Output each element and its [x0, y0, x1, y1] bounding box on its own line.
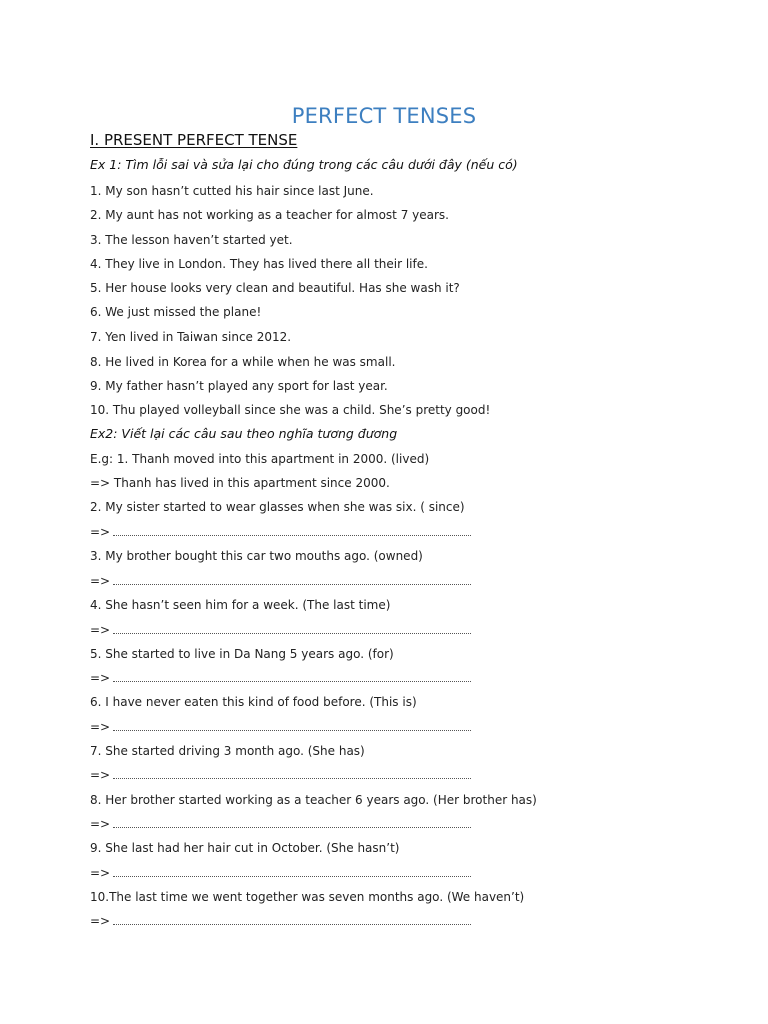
answer-prefix: => — [90, 817, 111, 831]
ex1-item-5: 5. Her house looks very clean and beautiful. Has she wash it? — [90, 281, 460, 295]
ex1-item-8: 8. He lived in Korea for a while when he was small. — [90, 355, 396, 369]
answer-blank[interactable] — [113, 575, 471, 585]
answer-blank[interactable] — [113, 672, 471, 682]
answer-prefix: => — [90, 525, 111, 539]
ex2-answer-10[interactable] — [90, 914, 471, 928]
ex1-item-4: 4. They live in London. They has lived there all their life. — [90, 257, 428, 271]
ex1-item-2: 2. My aunt has not working as a teacher for almost 7 years. — [90, 208, 449, 222]
ex2-example-answer: => Thanh has lived in this apartment since 2000. — [90, 476, 390, 490]
ex2-item-7: 7. She started driving 3 month ago. (She has) — [90, 744, 365, 758]
ex2-item-4: 4. She hasn’t seen him for a week. (The last time) — [90, 598, 391, 612]
ex2-example: E.g: 1. Thanh moved into this apartment in 2000. (lived) — [90, 452, 430, 466]
answer-blank[interactable] — [113, 721, 471, 731]
ex2-answer-6[interactable] — [90, 720, 471, 734]
ex1-item-3: 3. The lesson haven’t started yet. — [90, 233, 293, 247]
ex2-answer-2[interactable] — [90, 525, 471, 539]
ex2-answer-3[interactable] — [90, 574, 471, 588]
ex2-item-8: 8. Her brother started working as a teacher 6 years ago. (Her brother has) — [90, 793, 537, 807]
answer-prefix: => — [90, 720, 111, 734]
ex2-answer-5[interactable] — [90, 671, 471, 685]
ex1-item-6: 6. We just missed the plane! — [90, 305, 262, 319]
answer-blank[interactable] — [113, 818, 471, 828]
ex2-item-3: 3. My brother bought this car two mouths ago. (owned) — [90, 549, 423, 563]
ex1-item-7: 7. Yen lived in Taiwan since 2012. — [90, 330, 292, 344]
ex2-answer-7[interactable] — [90, 768, 471, 782]
answer-prefix: => — [90, 574, 111, 588]
exercise-2-heading: Ex2: Viết lại các câu sau theo nghĩa tương đương — [90, 426, 398, 441]
answer-prefix: => — [90, 768, 111, 782]
ex2-answer-8[interactable] — [90, 817, 471, 831]
ex2-item-5: 5. She started to live in Da Nang 5 years ago. (for) — [90, 647, 394, 661]
answer-prefix: => — [90, 866, 111, 880]
ex2-item-9: 9. She last had her hair cut in October. (She hasn’t) — [90, 841, 400, 855]
answer-blank[interactable] — [113, 526, 471, 536]
ex1-item-10: 10. Thu played volleyball since she was a child. She’s pretty good! — [90, 403, 491, 417]
answer-blank[interactable] — [113, 624, 471, 634]
page-title: PERFECT TENSES — [291, 104, 477, 128]
ex2-item-10: 10.The last time we went together was seven months ago. (We haven’t) — [90, 890, 525, 904]
ex2-answer-4[interactable] — [90, 623, 471, 637]
exercise-1-heading: Ex 1: Tìm lỗi sai và sửa lại cho đúng trong các câu dưới đây (nếu có) — [90, 157, 518, 172]
answer-prefix: => — [90, 623, 111, 637]
ex2-item-6: 6. I have never eaten this kind of food before. (This is) — [90, 695, 417, 709]
ex1-item-9: 9. My father hasn’t played any sport for last year. — [90, 379, 388, 393]
answer-prefix: => — [90, 914, 111, 928]
ex2-answer-9[interactable] — [90, 866, 471, 880]
answer-blank[interactable] — [113, 915, 471, 925]
ex1-item-1: 1. My son hasn’t cutted his hair since last June. — [90, 184, 374, 198]
ex2-item-2: 2. My sister started to wear glasses when she was six. ( since) — [90, 500, 465, 514]
answer-prefix: => — [90, 671, 111, 685]
section-heading: I. PRESENT PERFECT TENSE — [90, 131, 298, 149]
answer-blank[interactable] — [113, 867, 471, 877]
answer-blank[interactable] — [113, 769, 471, 779]
